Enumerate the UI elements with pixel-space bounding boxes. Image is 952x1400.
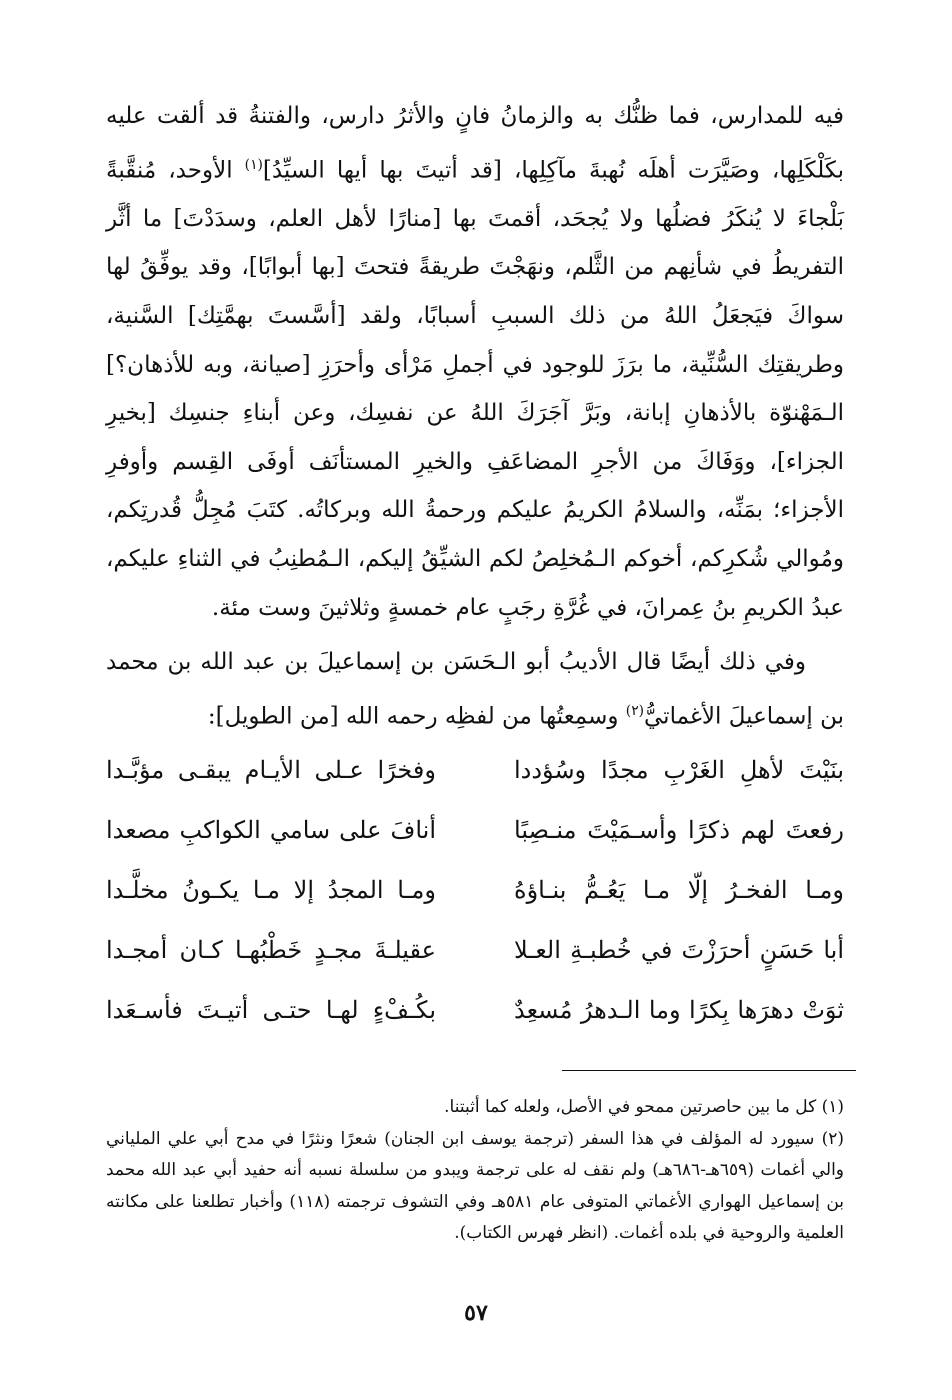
poem-intro-text: وفي ذلك أيضًا قال الأديبُ أبو الـحَسَن بن إسماعيلَ بن عبد الله بن محمد بن إسماعيلَ الأغماتيُّ: [106, 649, 844, 730]
footnote-ref-2: (٢): [625, 702, 644, 719]
verse-second-hemistich: عقيلـةَ مجـدٍ خَطْبُهـا كـان أمجـدا: [106, 936, 436, 964]
footnote-2: (٢) سيورد له المؤلف في هذا السفر (ترجمة يوسف ابن الجنان) شعرًا ونثرًا في مدح أبي علي الملياني والي أغمات (٦٥٩هـ-٦٨٦هـ) ولم نقف له على ترجمة ويبدو من سلسلة نسبه أنه حفيد أبي عبد الله محمد بن إسماعيل الهواري الأغماتي المتوفى عام ٥٨١هـ وفي التشوف ترجمته (١١٨) وأخبار تطلعنا على مكانته العلمية والروحية في بلده أغمات. (انظر فهرس الكتاب).: [106, 1128, 845, 1243]
verse-second-hemistich: وفخرًا عـلى الأيـام يبقـى مؤبَّـدا: [106, 756, 436, 784]
footnotes: [106, 1092, 844, 1250]
verse-second-hemistich: أنافَ على سامي الكواكبِ مصعدا: [106, 816, 436, 844]
verse-second-hemistich: ومـا المجدُ إلا مـا يكـونُ مخلَّـدا: [106, 876, 436, 904]
footnote-ref-1: (١): [244, 156, 263, 173]
verse-first-hemistich: أبا حَسَنٍ أحرَزْتَ في خُطبـةِ العـلا: [514, 936, 844, 964]
verse-second-hemistich: بكُـفْءٍ لهـا حتـى أتيـتَ فأسـعَدا: [106, 996, 436, 1024]
verse-first-hemistich: ثوَتْ دهرَها بِكرًا وما الـدهرُ مُسعِدٌ: [514, 996, 844, 1024]
page-number: ٥٧: [464, 1300, 488, 1326]
poem-intro-text-rest: وسمِعتُها من لفظِه رحمه الله [من الطويل]:: [207, 703, 626, 730]
poem-verse: [106, 980, 844, 1040]
letter-text-start: فيه للمدارس، فما ظنُّك به والزمانُ فانٍ والأثرُ دارس، والفتنةُ قد ألقت عليه بكَلْكَلِها، وصَيَّرَت أهلَه نُهبةَ مآكِلِها، [قد أتيتَ بها أيها السيِّدُ]: [106, 103, 844, 184]
verse-first-hemistich: ومـا الفخـرُ إلّا مـا يَعُـمُّ بنـاؤهُ: [514, 876, 844, 904]
poem: [106, 740, 844, 1040]
poem-verse: [106, 800, 844, 860]
letter-text-rest: الأوحد، مُنقَّبةً بَلْجاءَ لا يُنكَرُ فضلُها ولا يُجحَد، أقمتَ بها [منارًا لأهل العلم، وسدَدْتَ] ما أثَّر التفريطُ في شأنِهم من الثَّلم، ونهَجْتَ طريقةً فتحتَ [بها أبوابًا]، وقد يوفِّقُ لها سواكَ فيَجعَلُ اللهُ من ذلك السببِ أسبابًا، ولقد [أسَّستَ بهمَّتِك] السَّنية، وطريقتِك السُّنِّية، ما برَزَ للوجود في أجملِ مَرْأى وأحرَزِ [صيانة، وبه للأذهان؟] الـمَهْنوّة بالأذهانِ إبانة، وبَرَّ آجَرَكَ اللهُ عن نفسِك، وعن أبناءِ جنسِك [بخيرِ الجزاء]، ووَفَاكَ من الأجرِ المضاعَفِ والخيرِ المستأنَف أوفَى القِسم وأوفرِ الأجزاء؛ بمَنِّه، والسلامُ الكريمُ عليكم ورحمةُ الله وبركاتُه. كتَبَ مُجِلُّ قُدرتِكم، ومُوالي شُكرِكم، أخوكم الـمُخلِصُ لكم الشيِّقُ إليكم، الـمُطنِبُ في الثناءِ عليكم، عبدُ الكريمِ بنُ عِمرانَ، في غُرَّةِ رجَبٍ عام خمسةٍ وثلاثينَ وست مئة.: [106, 157, 844, 621]
poem-intro-paragraph: [106, 638, 844, 741]
poem-verse: [106, 920, 844, 980]
main-text: [106, 92, 844, 741]
letter-paragraph: [106, 92, 844, 632]
verse-first-hemistich: بنَيْتَ لأهلِ الغَرْبِ مجدًا وسُؤددا: [514, 756, 844, 784]
footnote-separator: [562, 1070, 856, 1071]
verse-first-hemistich: رفعتَ لهم ذكرًا وأسـمَيْتَ منـصِبًا: [514, 816, 844, 844]
poem-verse: [106, 860, 844, 920]
footnote-1: (١) كل ما بين حاصرتين ممحو في الأصل، ولعله كما أثبتنا.: [444, 1097, 844, 1117]
poem-verse: [106, 740, 844, 800]
